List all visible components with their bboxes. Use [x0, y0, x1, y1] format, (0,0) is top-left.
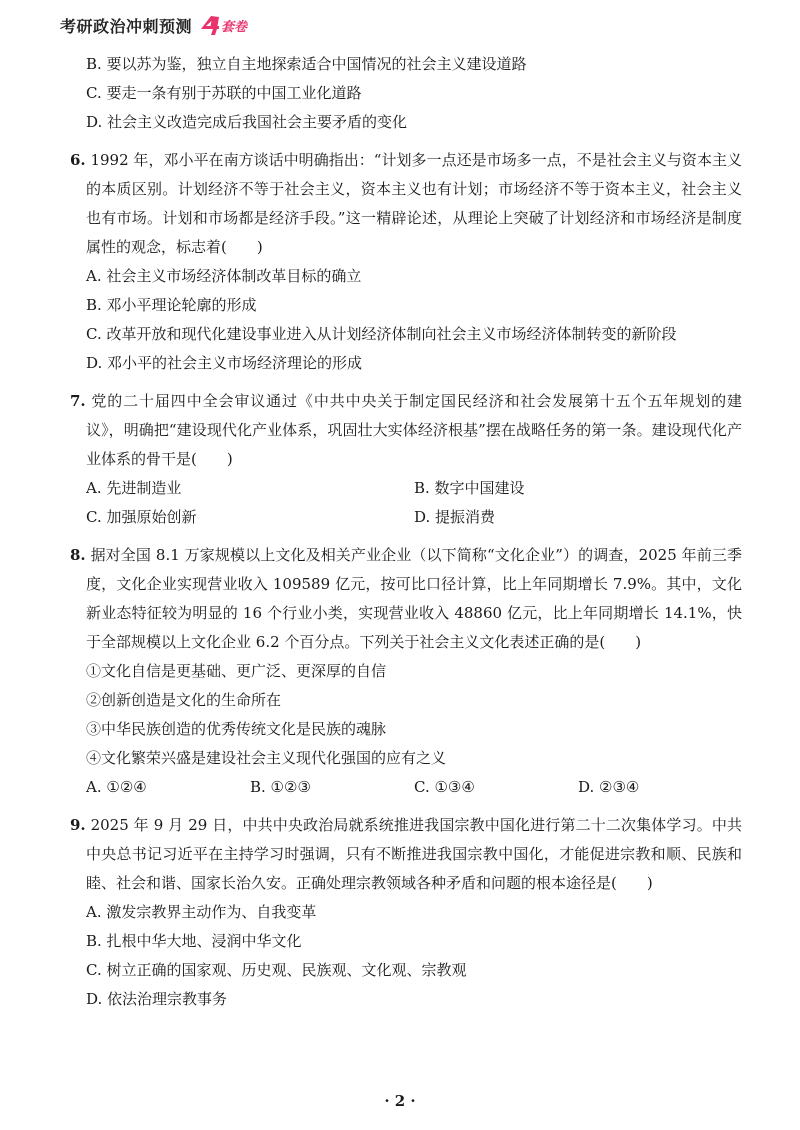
option-b: B. 扎根中华大地、浸润中华文化 [86, 932, 302, 950]
question-stem [70, 146, 742, 262]
statement-2: ②创新创造是文化的生命所在 [86, 691, 282, 709]
option-b: B. ①②③ [250, 778, 311, 796]
question-number: 6. [70, 151, 86, 169]
option-a: A. 先进制造业 [86, 479, 182, 497]
statement-3: ③中华民族创造的优秀传统文化是民族的魂脉 [86, 720, 387, 738]
question-stem [70, 387, 742, 474]
option-a: A. 激发宗教界主动作为、自我变革 [86, 903, 317, 921]
option-c: C. 要走一条有别于苏联的中国工业化道路 [86, 84, 362, 102]
question-stem [70, 541, 742, 657]
page-number: · 2 · [384, 1092, 416, 1110]
question-text: 据对全国 8.1 万家规模以上文化及相关产业企业（以下简称“文化企业”）的调查，2025 年前三季度，文化企业实现营业收入 109589 亿元，按可比口径计算，比上年同期增长 7.9%。其中，文化新业态特征较为明显的 16 个行业小类，实现营业收入 48860 亿元，比上年同期增长 14.1%，快于全部规模以上文化企业 6.2 个百分点。下列关于社会主义文化表述正确的是( ) [86, 546, 742, 651]
option-b: B. 数字中国建设 [414, 479, 525, 497]
option-d: D. 社会主义改造完成后我国社会主要矛盾的变化 [86, 113, 408, 131]
question-text: 1992 年，邓小平在南方谈话中明确指出：“计划多一点还是市场多一点，不是社会主义与资本主义的本质区别。计划经济不等于社会主义，资本主义也有计划；市场经济不等于资本主义，社会主义也有市场。计划和市场都是经济手段。”这一精辟论述，从理论上突破了计划经济和市场经济是制度属性的观念，标志着( ) [86, 151, 742, 256]
statement-4: ④文化繁荣兴盛是建设社会主义现代化强国的应有之义 [86, 749, 447, 767]
option-a: A. 社会主义市场经济体制改革目标的确立 [86, 267, 362, 285]
question-6 [70, 146, 742, 378]
page-content [70, 50, 742, 1014]
option-d: D. 依法治理宗教事务 [86, 990, 228, 1008]
option-b: B. 邓小平理论轮廓的形成 [86, 296, 257, 314]
question-9 [70, 811, 742, 1014]
option-c: C. ①③④ [414, 778, 475, 796]
brand-logo [198, 14, 247, 36]
question-number: 9. [70, 816, 86, 834]
previous-question-options [70, 50, 742, 137]
option-d: D. ②③④ [578, 778, 640, 796]
option-a: A. ①②④ [86, 778, 147, 796]
question-number: 8. [70, 546, 86, 564]
brand-four-icon [198, 14, 220, 36]
options-grid [70, 474, 742, 532]
options-grid [70, 773, 742, 802]
option-c: C. 加强原始创新 [86, 508, 197, 526]
question-8 [70, 541, 742, 802]
statement-1: ①文化自信是更基础、更广泛、更深厚的自信 [86, 662, 387, 680]
option-d: D. 提振消费 [414, 508, 496, 526]
option-b: B. 要以苏为鉴，独立自主地探索适合中国情况的社会主义建设道路 [86, 55, 527, 73]
brand-text: 套卷 [221, 19, 248, 35]
question-text: 党的二十届四中全会审议通过《中共中央关于制定国民经济和社会发展第十五个五年规划的建议》，明确把“建设现代化产业体系，巩固壮大实体经济根基”摆在战略任务的第一条。建设现代化产业体系的骨干是( ) [86, 392, 742, 468]
header-title: 考研政治冲刺预测 [60, 16, 193, 36]
option-c: C. 树立正确的国家观、历史观、民族观、文化观、宗教观 [86, 961, 467, 979]
question-7 [70, 387, 742, 532]
page-header [60, 10, 247, 40]
question-stem [70, 811, 742, 898]
question-number: 7. [70, 392, 86, 410]
question-text: 2025 年 9 月 29 日，中共中央政治局就系统推进我国宗教中国化进行第二十二次集体学习。中共中央总书记习近平在主持学习时强调，只有不断推进我国宗教中国化，才能促进宗教和顺、民族和睦、社会和谐、国家长治久安。正确处理宗教领域各种矛盾和问题的根本途径是( ) [86, 816, 742, 892]
option-d: D. 邓小平的社会主义市场经济理论的形成 [86, 354, 363, 372]
option-c: C. 改革开放和现代化建设事业进入从计划经济体制向社会主义市场经济体制转变的新阶段 [86, 325, 677, 343]
